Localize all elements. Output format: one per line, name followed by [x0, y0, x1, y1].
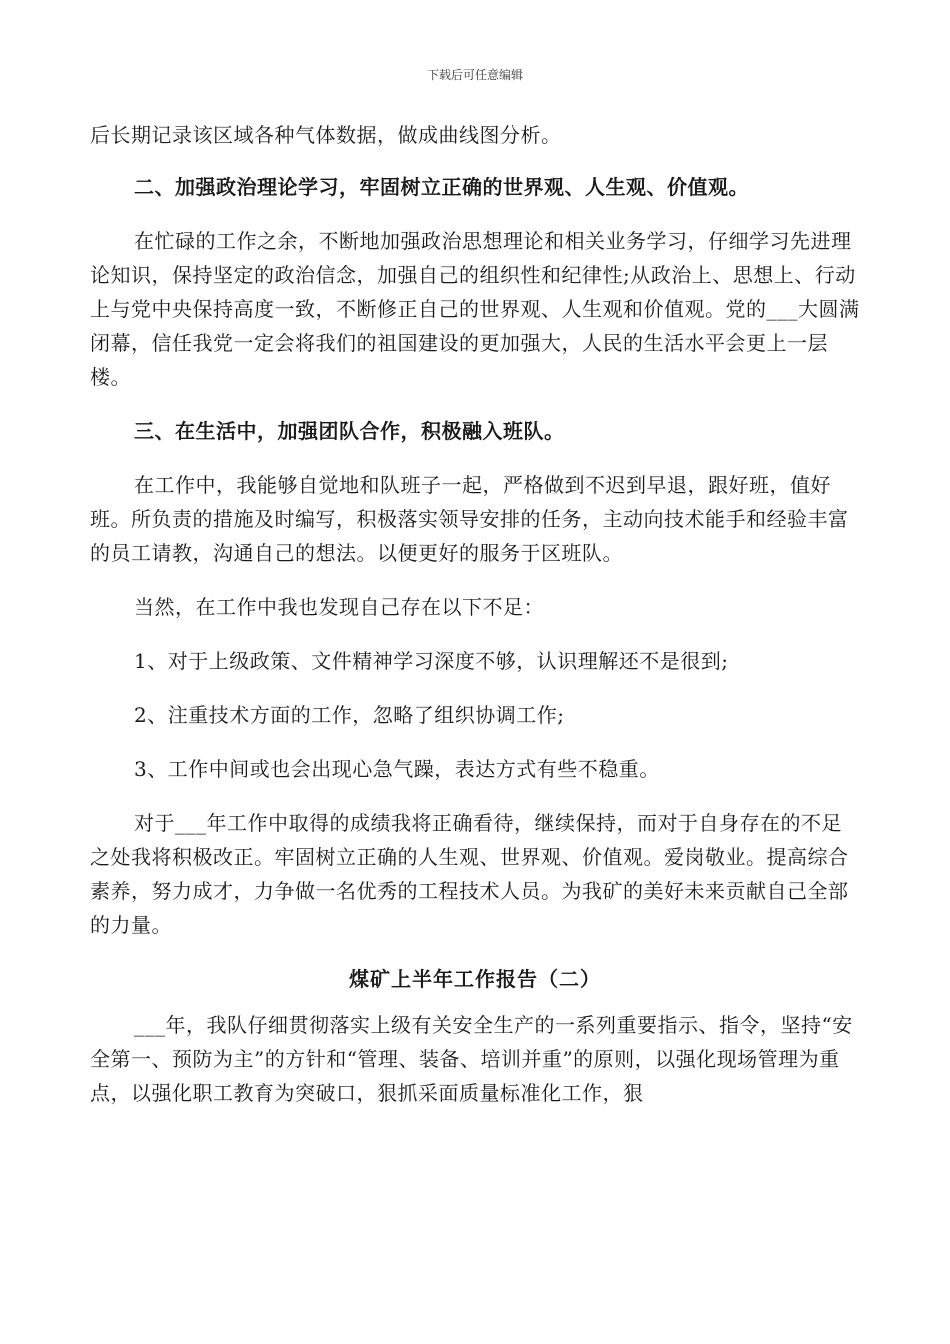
- document-body: [90, 118, 860, 1130]
- paragraph-teamwork: 在工作中，我能够自觉地和队班子一起，严格做到不迟到早退，跟好班，值好班。所负责的措施及时编写，积极落实领导安排的任务，主动向技术能手和经验丰富的员工请教，沟通自己的想法。以便更好的服务于区班队。: [90, 473, 849, 565]
- paragraph-shortcomings-intro: 当然，在工作中我也发现自己存在以下不足：: [134, 595, 544, 619]
- section-heading-3: 三、在生活中，加强团队合作，积极融入班队。: [134, 419, 565, 443]
- list-item-1: 1、对于上级政策、文件精神学习深度不够，认识理解还不是很到;: [134, 649, 729, 673]
- paragraph-conclusion: 对于___年工作中取得的成绩我将正确看待，继续保持，而对于自身存在的不足之处我将积极改正。牢固树立正确的人生观、世界观、价值观。爱岗敬业。提高综合素养，努力成才，力争做一名优秀的工程技术人员。为我矿的美好未来贡献自己全部的力量。: [90, 811, 849, 937]
- list-item-2: 2、注重技术方面的工作，忽略了组织协调工作;: [134, 703, 565, 727]
- paragraph-continuation: 后长期记录该区域各种气体数据，做成曲线图分析。: [90, 123, 562, 147]
- paragraph-political-study: 在忙碌的工作之余，不断地加强政治思想理论和相关业务学习，仔细学习先进理论知识，保持坚定的政治信念，加强自己的组织性和纪律性;从政治上、思想上、行动上与党中央保持高度一致，不断修正自己的世界观、人生观和价值观。党的___大圆满闭幕，信任我党一定会将我们的祖国建设的更加强大，人民的生活水平会更上一层楼。: [90, 229, 860, 389]
- list-item-3: 3、工作中间或也会出现心急气躁，表达方式有些不稳重。: [134, 757, 660, 781]
- page-header-note: 下载后可任意编辑: [426, 68, 523, 82]
- paragraph-report-2-opening: ___年，我队仔细贯彻落实上级有关安全生产的一系列重要指示、指令，坚持“安全第一、预防为主”的方针和“管理、装备、培训并重”的原则，以强化现场管理为重点，以强化职工教育为突破口，狠抓采面质量标准化工作，狠: [90, 1013, 853, 1105]
- report-title-2: 煤矿上半年工作报告（二）: [349, 967, 601, 991]
- section-heading-2: 二、加强政治理论学习，牢固树立正确的世界观、人生观、价值观。: [134, 175, 749, 199]
